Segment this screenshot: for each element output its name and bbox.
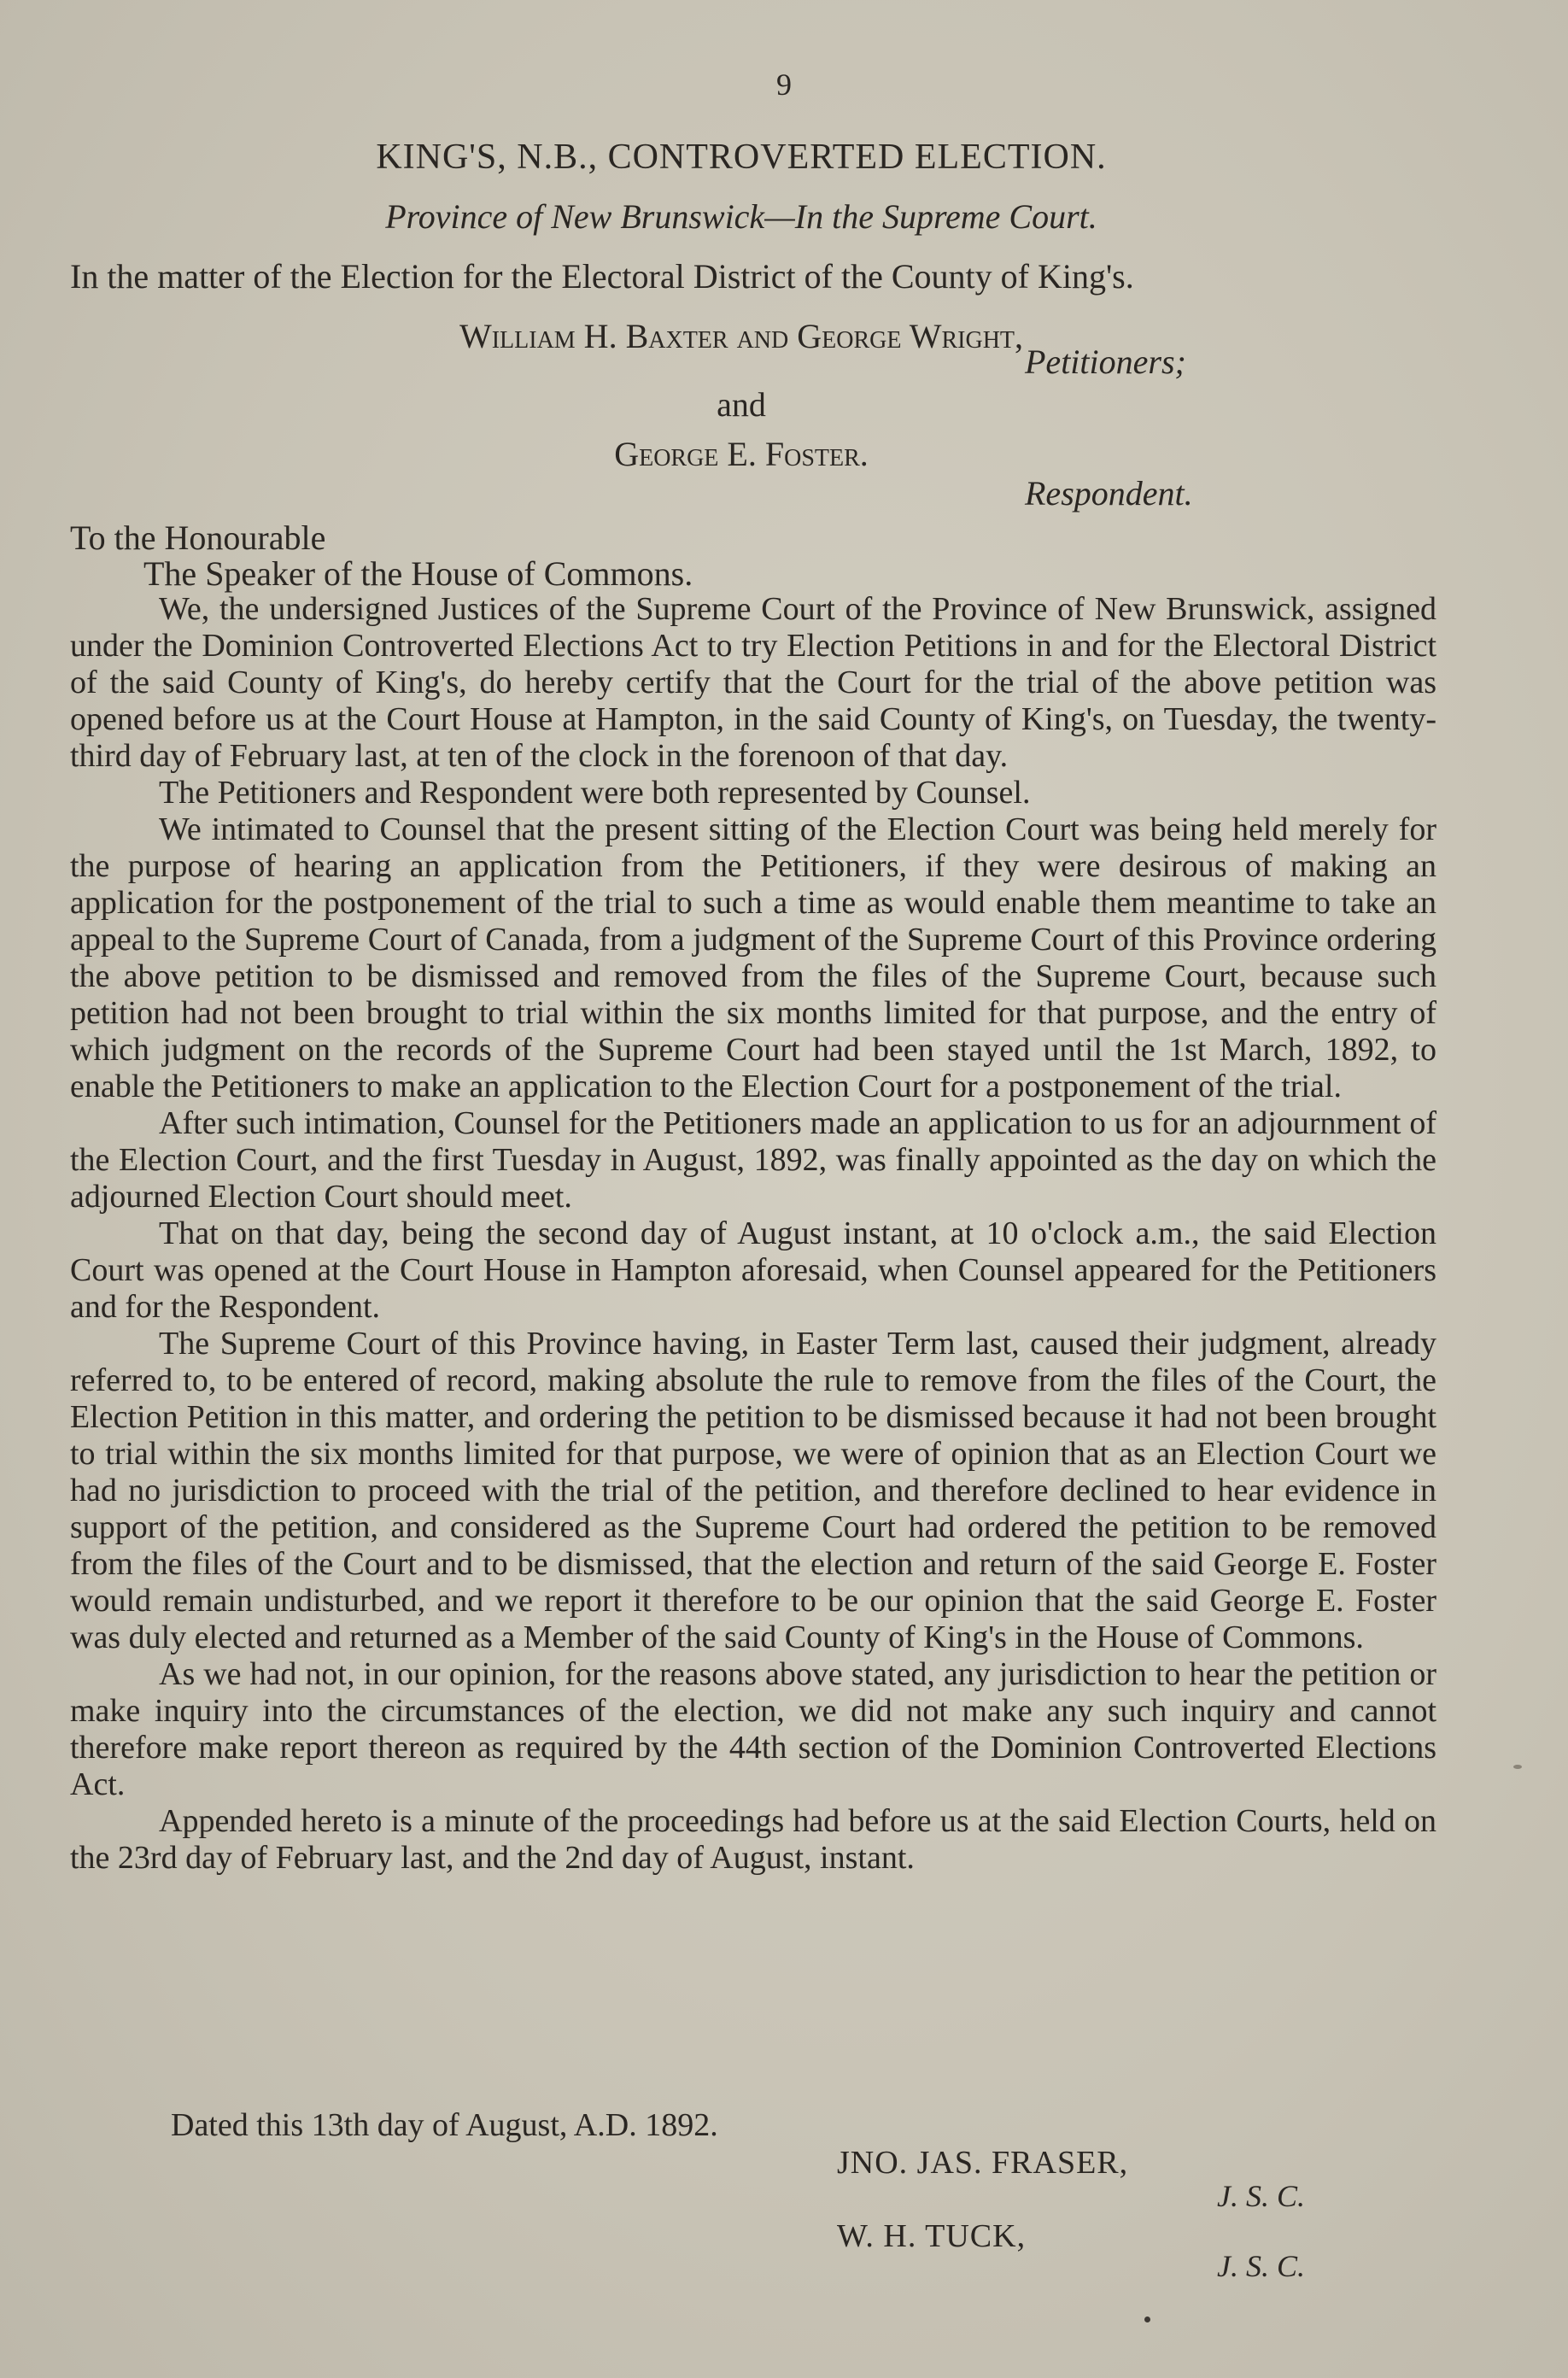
ink-speck [1513,1765,1522,1769]
respondent-name: George E. Foster. [614,435,869,473]
petitioners-names: William H. Baxter and George Wright, [459,317,1024,355]
signature-title: J. S. C. [1217,2249,1305,2283]
paragraph-certification: We, the undersigned Justices of the Supreme Court of the Province of New Brunswick, assigned under the Dominion Controverted Elections Act to try Election Petitions in and for the Electoral District of the said County of King's, do hereby certify that the Court for the trial of the above petition was opened before us at the Court House at Hampton, in the said County of King's, on Tuesday, the twenty-third day of February last, at ten of the clock in the forenoon of that day. [70,591,1436,774]
paragraph-august-sitting: That on that day, being the second day of August instant, at 10 o'clock a.m., the said Election Court was opened at the Court House in Hampton aforesaid, when Counsel appeared for the Petitioners and for the Respondent. [70,1215,1436,1325]
signature-name: JNO. JAS. FRASER, [837,2145,1129,2181]
paragraph-appended: Appended hereto is a minute of the proceedings had before us at the said Election Courts, held on the 23rd day of February last, and the 2nd day of August, instant. [70,1803,1436,1876]
signature-name: W. H. TUCK, [837,2218,1027,2254]
paragraph-opinion: The Supreme Court of this Province having, in Easter Term last, caused their judgment, already referred to, to be entered of record, making absolute the rule to remove from the files of the Court, the Election Petition in this matter, and ordering the petition to be dismissed because it had not been brought to trial within the six months limited for that purpose, we were of opinion that as an Election Court we had no jurisdiction to proceed with the trial of the petition, and therefore declined to hear evidence in support of the petition, and considered as the Supreme Court had ordered the petition to be removed from the files of the Court and to be dismissed, that the election and return of the said George E. Foster would remain undisturbed, and we report it therefore to be our opinion that the said George E. Foster was duly elected and returned as a Member of the said County of King's in the House of Commons. [70,1326,1436,1655]
document-heading: KING'S, N.B., CONTROVERTED ELECTION. [376,138,1107,177]
paragraph-counsel: The Petitioners and Respondent were both represented by Counsel. [159,775,1031,811]
page-number: 9 [776,67,792,102]
dated-line: Dated this 13th day of August, A.D. 1892. [171,2107,718,2143]
matter-line: In the matter of the Election for the Electoral District of the County of King's. [70,257,1134,296]
ink-speck [1144,2316,1150,2322]
address-line-2: The Speaker of the House of Commons. [143,554,693,593]
paragraph-intimation: We intimated to Counsel that the present sitting of the Election Court was being held merely for the purpose of hearing an application from the Petitioners, if they were desirous of making an application for the postponement of the trial to such a time as would enable them meantime to take an appeal to the Supreme Court of Canada, from a judgment of the Supreme Court of this Province ordering the above petition to be dismissed and removed from the files of the Supreme Court, because such petition had not been brought to trial within the six months limited for that purpose, and the entry of which judgment on the records of the Supreme Court had been stayed until the 1st March, 1892, to enable the Petitioners to make an application to the Election Court for a postponement of the trial. [70,811,1436,1104]
petitioners-label: Petitioners; [1025,343,1186,381]
paragraph-adjournment: After such intimation, Counsel for the Petitioners made an application to us for an adjournment of the Election Court, and the first Tuesday in August, 1892, was finally appointed as the day on which the adjourned Election Court should meet. [70,1105,1436,1215]
address-line-1: To the Honourable [70,518,326,557]
signature-title: J. S. C. [1217,2179,1305,2213]
respondent-label: Respondent. [1025,474,1193,512]
court-subheading: Province of New Brunswick—In the Supreme Court. [385,197,1097,236]
conjunction: and [717,385,766,424]
paragraph-jurisdiction: As we had not, in our opinion, for the reasons above stated, any jurisdiction to hear the petition or make inquiry into the circumstances of the election, we did not make any such inquiry and cannot therefore make report thereon as required by the 44th section of the Dominion Controverted Elections Act. [70,1656,1436,1802]
body-text [70,591,1436,1877]
